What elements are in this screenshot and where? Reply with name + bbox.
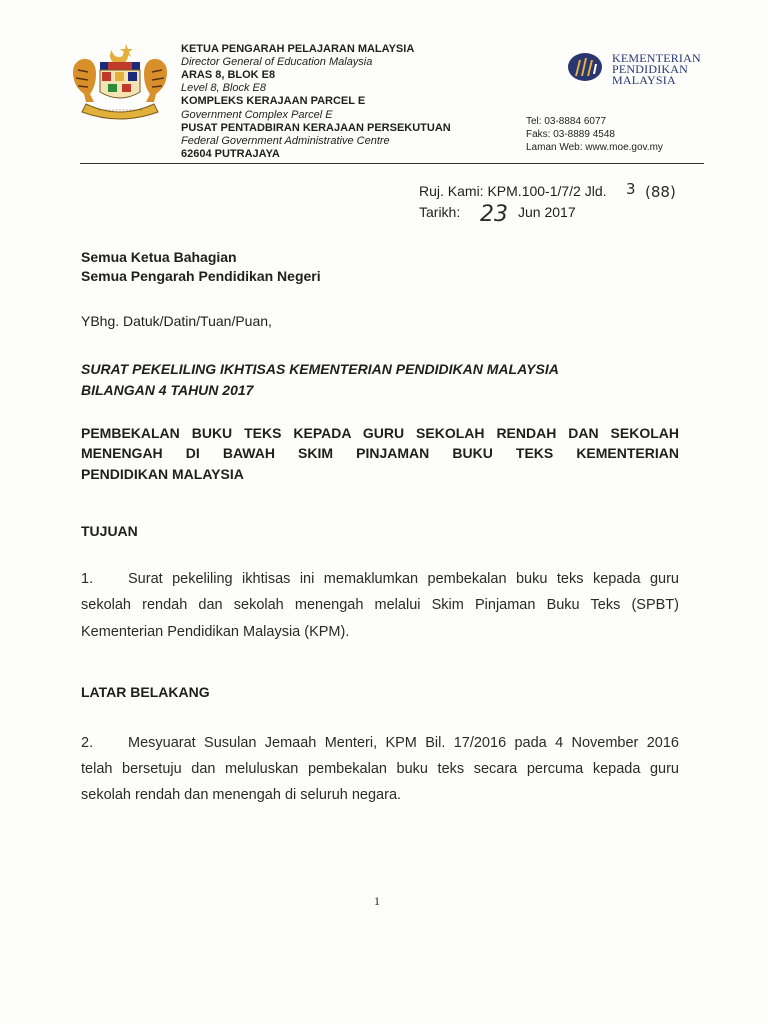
ministry-name-line-2: PENDIDIKAN (612, 62, 688, 76)
paragraph-number-1: 1. (81, 571, 94, 587)
salutation: YBhg. Datuk/Datin/Tuan/Puan, (81, 313, 272, 329)
subject-line-2: MENENGAH DI BAWAH SKIM PINJAMAN BUKU TEKS KEMENTERIAN (81, 445, 679, 461)
paragraph-2-line-2: telah bersetuju dan meluluskan pembekalan buku teks secara percuma kepada guru (81, 761, 679, 777)
reference-handwritten-number: (88) (645, 183, 676, 201)
header-divider (80, 163, 704, 164)
paragraph-2-line-1: Mesyuarat Susulan Jemaah Menteri, KPM Bil. 17/2016 pada 4 November 2016 (128, 735, 679, 751)
paragraph-number-2: 2. (81, 735, 94, 751)
section-heading-latar-belakang: LATAR BELAKANG (81, 684, 210, 700)
malaysia-coat-of-arms-logo (68, 40, 172, 122)
kpm-ministry-logo (567, 52, 603, 82)
subject-line-3: PENDIDIKAN MALAYSIA (81, 466, 244, 482)
circular-title-line-2: BILANGAN 4 TAHUN 2017 (81, 382, 254, 398)
ministry-name-line-1: KEMENTERIAN (612, 51, 701, 65)
date-handwritten-day: 23 (480, 202, 508, 227)
recipient-line-2: Semua Pengarah Pendidikan Negeri (81, 268, 321, 284)
header-address-centre: PUSAT PENTADBIRAN KERAJAAN PERSEKUTUAN (181, 122, 451, 134)
date-label: Tarikh: (419, 204, 461, 220)
circular-title-line-1: SURAT PEKELILING IKHTISAS KEMENTERIAN PENDIDIKAN MALAYSIA (81, 361, 559, 377)
header-address-centre-en: Federal Government Administrative Centre (181, 135, 390, 147)
recipient-line-1: Semua Ketua Bahagian (81, 249, 237, 265)
header-title-en: Director General of Education Malaysia (181, 56, 373, 68)
contact-fax: Faks: 03-8889 4548 (526, 129, 615, 140)
contact-website: Laman Web: www.moe.gov.my (526, 142, 663, 153)
reference-number: Ruj. Kami: KPM.100-1/7/2 Jld. (419, 183, 607, 199)
header-address-level-en: Level 8, Block E8 (181, 82, 266, 94)
page-number: 1 (374, 894, 380, 908)
header-address-complex-en: Government Complex Parcel E (181, 109, 333, 121)
header-address-complex: KOMPLEKS KERAJAAN PARCEL E (181, 95, 366, 107)
header-address-level: ARAS 8, BLOK E8 (181, 69, 276, 81)
section-heading-tujuan: TUJUAN (81, 523, 138, 539)
paragraph-1-line-2: sekolah rendah dan sekolah menengah melalui Skim Pinjaman Buku Teks (SPBT) (81, 597, 679, 613)
paragraph-1-line-1: Surat pekeliling ikhtisas ini memaklumkan pembekalan buku teks kepada guru (128, 571, 679, 587)
ministry-name-line-3: MALAYSIA (612, 73, 676, 87)
reference-handwritten-jld: 3 (626, 180, 636, 198)
header-title: KETUA PENGARAH PELAJARAN MALAYSIA (181, 43, 415, 55)
paragraph-2-line-3: sekolah rendah dan menengah di seluruh negara. (81, 787, 402, 803)
contact-tel: Tel: 03-8884 6077 (526, 116, 607, 127)
header-postcode: 62604 PUTRAJAYA (181, 148, 280, 160)
subject-line-1: PEMBEKALAN BUKU TEKS KEPADA GURU SEKOLAH RENDAH DAN SEKOLAH (81, 425, 679, 441)
date-month-year: Jun 2017 (518, 204, 576, 220)
paragraph-1-line-3: Kementerian Pendidikan Malaysia (KPM). (81, 624, 350, 640)
